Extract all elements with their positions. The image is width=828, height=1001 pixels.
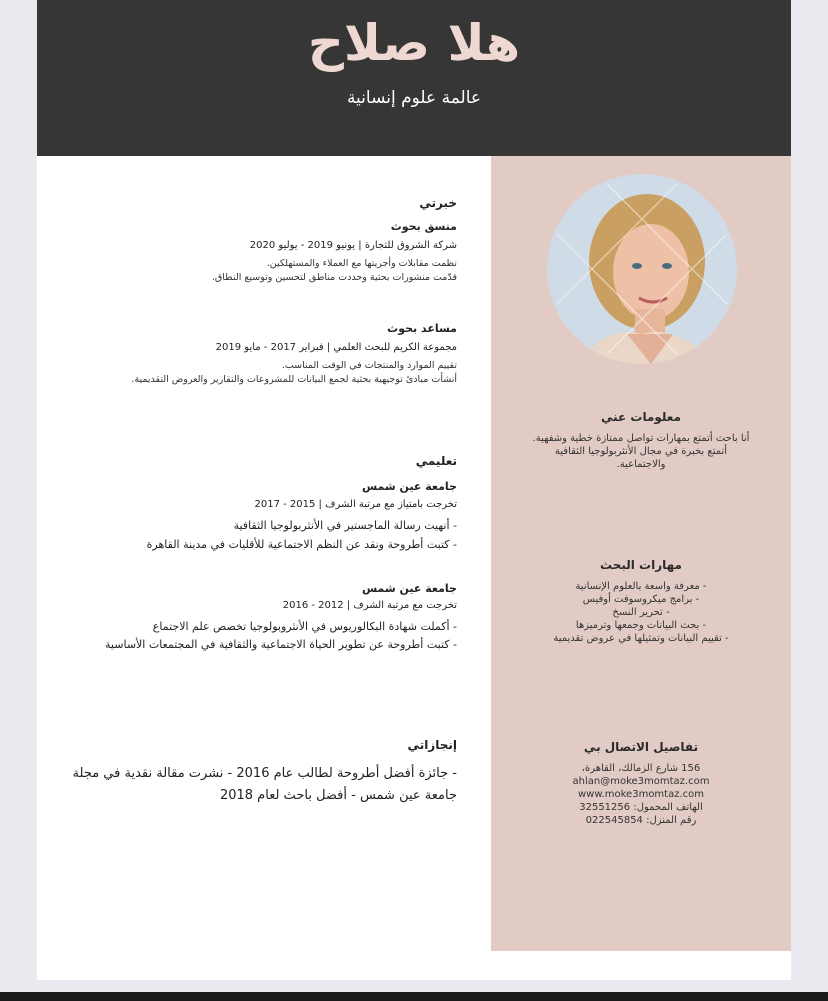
header-banner [37, 0, 791, 156]
about-line-2: أتمتع بخبرة في مجال الأنثربولوجيا الثقافية [554, 446, 728, 457]
skill-item: - تقييم البيانات وتمثيلها في عروض تقديمية [553, 633, 729, 644]
about-section [491, 410, 791, 471]
skill-item: - بحث البيانات وجمعها وترميزها [575, 620, 707, 631]
skill-item: - تحرير النسخ [612, 607, 670, 618]
achievements-heading: إنجازاتي [407, 738, 457, 752]
edu-2-bullet-1: - أكملت شهادة البكالوريوس في الأنثروبولوجيا تخصص علم الاجتماع [152, 620, 457, 633]
job-1-desc-1: نظمت مقابلات وأجريتها مع العملاء والمستهلكين. [266, 258, 457, 269]
job-2-role: مساعد بحوث [387, 322, 457, 335]
experience-heading: خبرتي [419, 196, 457, 210]
sidebar [491, 156, 791, 951]
edu-2-details: تخرجت مع مرتبة الشرف | 2012 - 2016 [282, 600, 457, 611]
job-2-desc-2: أنشأت مبادئ توجيهية بحثية لجمع البيانات للمشروعات والتقارير والعروض التقديمية. [131, 374, 457, 385]
job-1-desc-2: قدّمت منشورات بحثية وحددت مناطق لتحسين وتوسيع النطاق. [211, 272, 457, 283]
about-heading: معلومات عني [600, 410, 682, 424]
job-2-desc-1: تقييم الموارد والمنتجات في الوقت المناسب. [281, 360, 457, 371]
person-name: هلا صلاح [307, 14, 521, 72]
edu-1-school: جامعة عين شمس [361, 480, 457, 493]
contact-website: www.moke3momtaz.com [577, 789, 705, 800]
skill-item: - برامج ميكروسوفت أوفيس [582, 594, 700, 605]
contact-address: 156 شارع الزمالك، القاهرة، [581, 763, 701, 774]
job-title: عالمة علوم إنسانية [346, 88, 482, 108]
edu-1-bullet-1: - أنهيت رسالة الماجستير في الأنثربولوجيا الثقافية [233, 519, 457, 532]
edu-1-details: تخرجت بامتياز مع مرتبة الشرف | 2015 - 2017 [254, 499, 457, 510]
contact-mobile: الهاتف المحمول: 32551256 [579, 802, 703, 813]
profile-photo [547, 174, 737, 364]
job-2-org-dates: مجموعة الكريم للبحث العلمي | فبراير 2017 - مايو 2019 [215, 342, 457, 353]
achievements-text: - جائزة أفضل أطروحة لطالب عام 2016 - نشرت مقالة نقدية في مجلة جامعة عين شمس - أفضل باحث لعام 2018 [72, 766, 457, 803]
about-line-3: والاجتماعية. [616, 459, 666, 470]
job-1-org-dates: شركة الشروق للتجارة | يونيو 2019 - يوليو 2020 [249, 240, 457, 251]
edu-1-bullet-2: - كتبت أطروحة ونقد عن النظم الاجتماعية للأقليات في مدينة القاهرة [146, 538, 457, 551]
contact-email: ahlan@moke3momtaz.com [572, 776, 710, 787]
contact-home: رقم المنزل: 022545854 [585, 815, 697, 826]
about-line-1: أنا باحث أتمتع بمهارات تواصل ممتازة خطية وشفهية. [532, 433, 750, 444]
skills-section [491, 558, 791, 645]
edu-2-bullet-2: - كتبت أطروحة عن تطوير الحياة الاجتماعية والثقافية في المجتمعات الأساسية [105, 638, 457, 651]
edu-2-school: جامعة عين شمس [361, 582, 457, 595]
skills-heading: مهارات البحث [600, 558, 682, 572]
resume-page [37, 0, 791, 980]
skill-item: - معرفة واسعة بالعلوم الإنسانية [575, 581, 707, 592]
bottom-bar [0, 992, 828, 1001]
contact-section [491, 740, 791, 827]
contact-heading: تفاصيل الاتصال بي [583, 740, 699, 754]
education-heading: تعليمي [415, 454, 457, 468]
job-1-role: منسق بحوث [390, 220, 457, 233]
